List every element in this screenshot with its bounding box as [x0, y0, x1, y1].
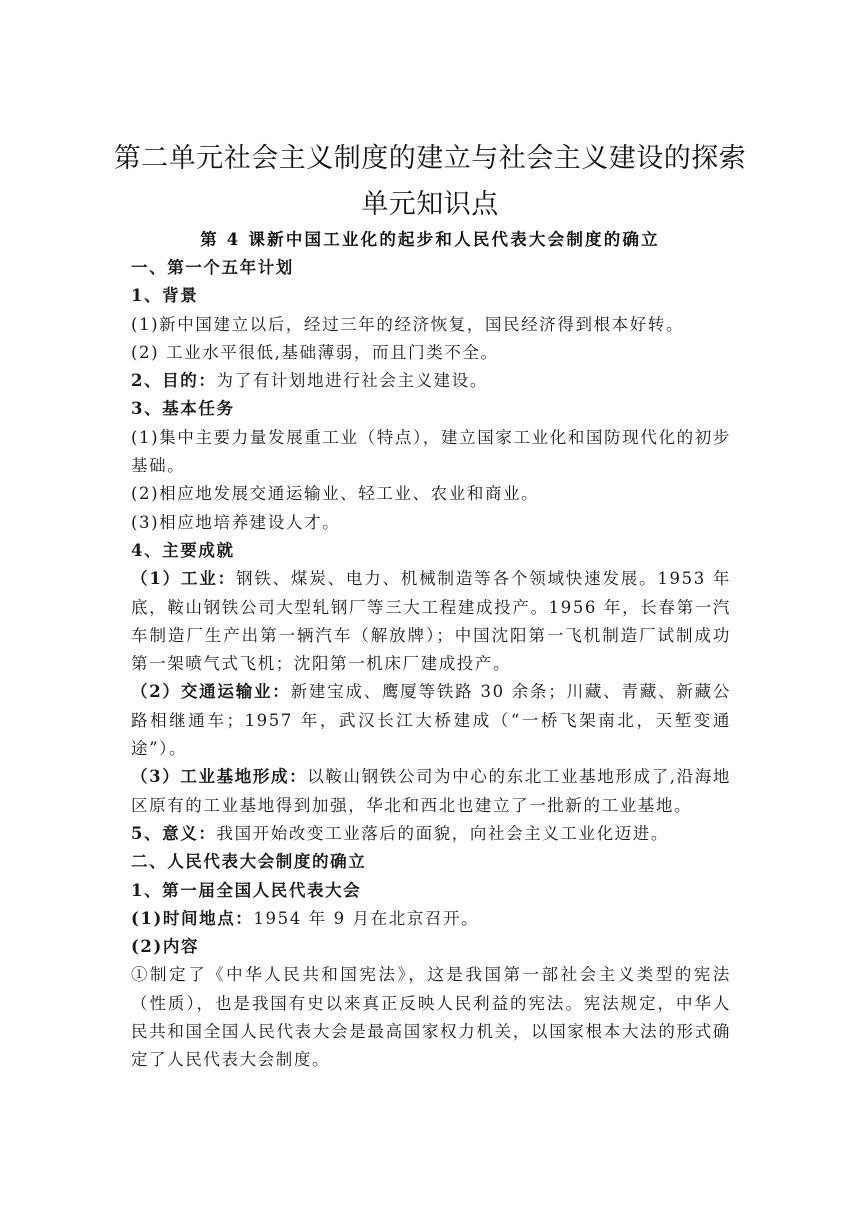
- background-paragraph-2: (2) 工业水平很低,基础薄弱，而且门类不全。: [131, 342, 499, 362]
- bases-text: 以鞍山钢铁公司为中心的东北工业基地形成了,沿海地区原有的工业基地得到加强，华北和西北也建立了一批新的工业基地。: [131, 767, 731, 815]
- significance-label: 5、意义：: [131, 823, 217, 843]
- industry-text: 钢铁、煤炭、电力、机械制造等各个领域快速发展。1953 年底，鞍山钢铁公司大型轧钢厂等三大工程建成投产。1956 年，长春第一汽车制造厂生产出第一辆汽车（解放牌）；中国沈阳第一飞机制造厂试制成功第一架喷气式飞机；沈阳第一机床厂建成投产。: [131, 569, 731, 674]
- time-place-label: (1)时间地点：: [131, 908, 254, 928]
- section-heading-npc-system: 二、人民代表大会制度的确立: [131, 852, 367, 872]
- achievements-bases: [131, 763, 731, 820]
- tasks-paragraph-1: (1)集中主要力量发展重工业（特点），建立国家工业化和国防现代化的初步基础。: [131, 427, 731, 476]
- unit-title: 第二单元社会主义制度的建立与社会主义建设的探索: [113, 143, 747, 174]
- tasks-paragraph-2: (2)相应地发展交通运输业、轻工业、农业和商业。: [131, 484, 540, 504]
- section-heading-five-year-plan: 一、第一个五年计划: [131, 258, 294, 277]
- significance-paragraph: [131, 820, 731, 848]
- subsection-heading-tasks: 3、基本任务: [131, 399, 235, 419]
- achievements-transport: [131, 678, 731, 763]
- first-npc-time-place: [131, 905, 731, 933]
- purpose-label: 2、目的：: [131, 371, 217, 391]
- document-body: [131, 254, 731, 1075]
- transport-label: （2）交通运输业：: [131, 682, 291, 702]
- transport-text: 新建宝成、鹰厦等铁路 30 余条；川藏、青藏、新藏公路相继通车；1957 年，武汉长江大桥建成（“一桥飞架南北，天堑变通途”）。: [131, 682, 731, 759]
- first-npc-content-paragraph: ①制定了《中华人民共和国宪法》，这是我国第一部社会主义类型的宪法（性质），也是我国有史以来真正反映人民利益的宪法。宪法规定，中华人民共和国全国人民代表大会是最高国家权力机关，以国家根本大法的形式确定了人民代表大会制度。: [131, 965, 731, 1070]
- first-npc-content-heading: (2)内容: [131, 937, 200, 957]
- subsection-heading-background: 1、背景: [131, 286, 199, 306]
- purpose-text: 为了有计划地进行社会主义建设。: [216, 371, 488, 391]
- significance-text: 我国开始改变工业落后的面貌，向社会主义工业化迈进。: [216, 823, 669, 843]
- subsection-heading-achievements: 4、主要成就: [131, 540, 235, 560]
- purpose-paragraph: [131, 367, 731, 395]
- achievements-industry: [131, 565, 731, 678]
- time-place-text: 1954 年 9 月在北京召开。: [253, 908, 480, 928]
- background-paragraph-1: (1)新中国建立以后，经过三年的经济恢复，国民经济得到根本好转。: [131, 314, 685, 334]
- subsection-heading-first-npc: 1、第一届全国人民代表大会: [131, 880, 362, 900]
- bases-label: （3）工业基地形成：: [131, 767, 308, 787]
- lesson-title: 第 4 课新中国工业化的起步和人民代表大会制度的确立: [200, 230, 660, 249]
- tasks-paragraph-3: (3)相应地培养建设人才。: [131, 512, 341, 532]
- unit-subtitle: 单元知识点: [361, 189, 499, 220]
- industry-label: （1）工业：: [131, 569, 236, 589]
